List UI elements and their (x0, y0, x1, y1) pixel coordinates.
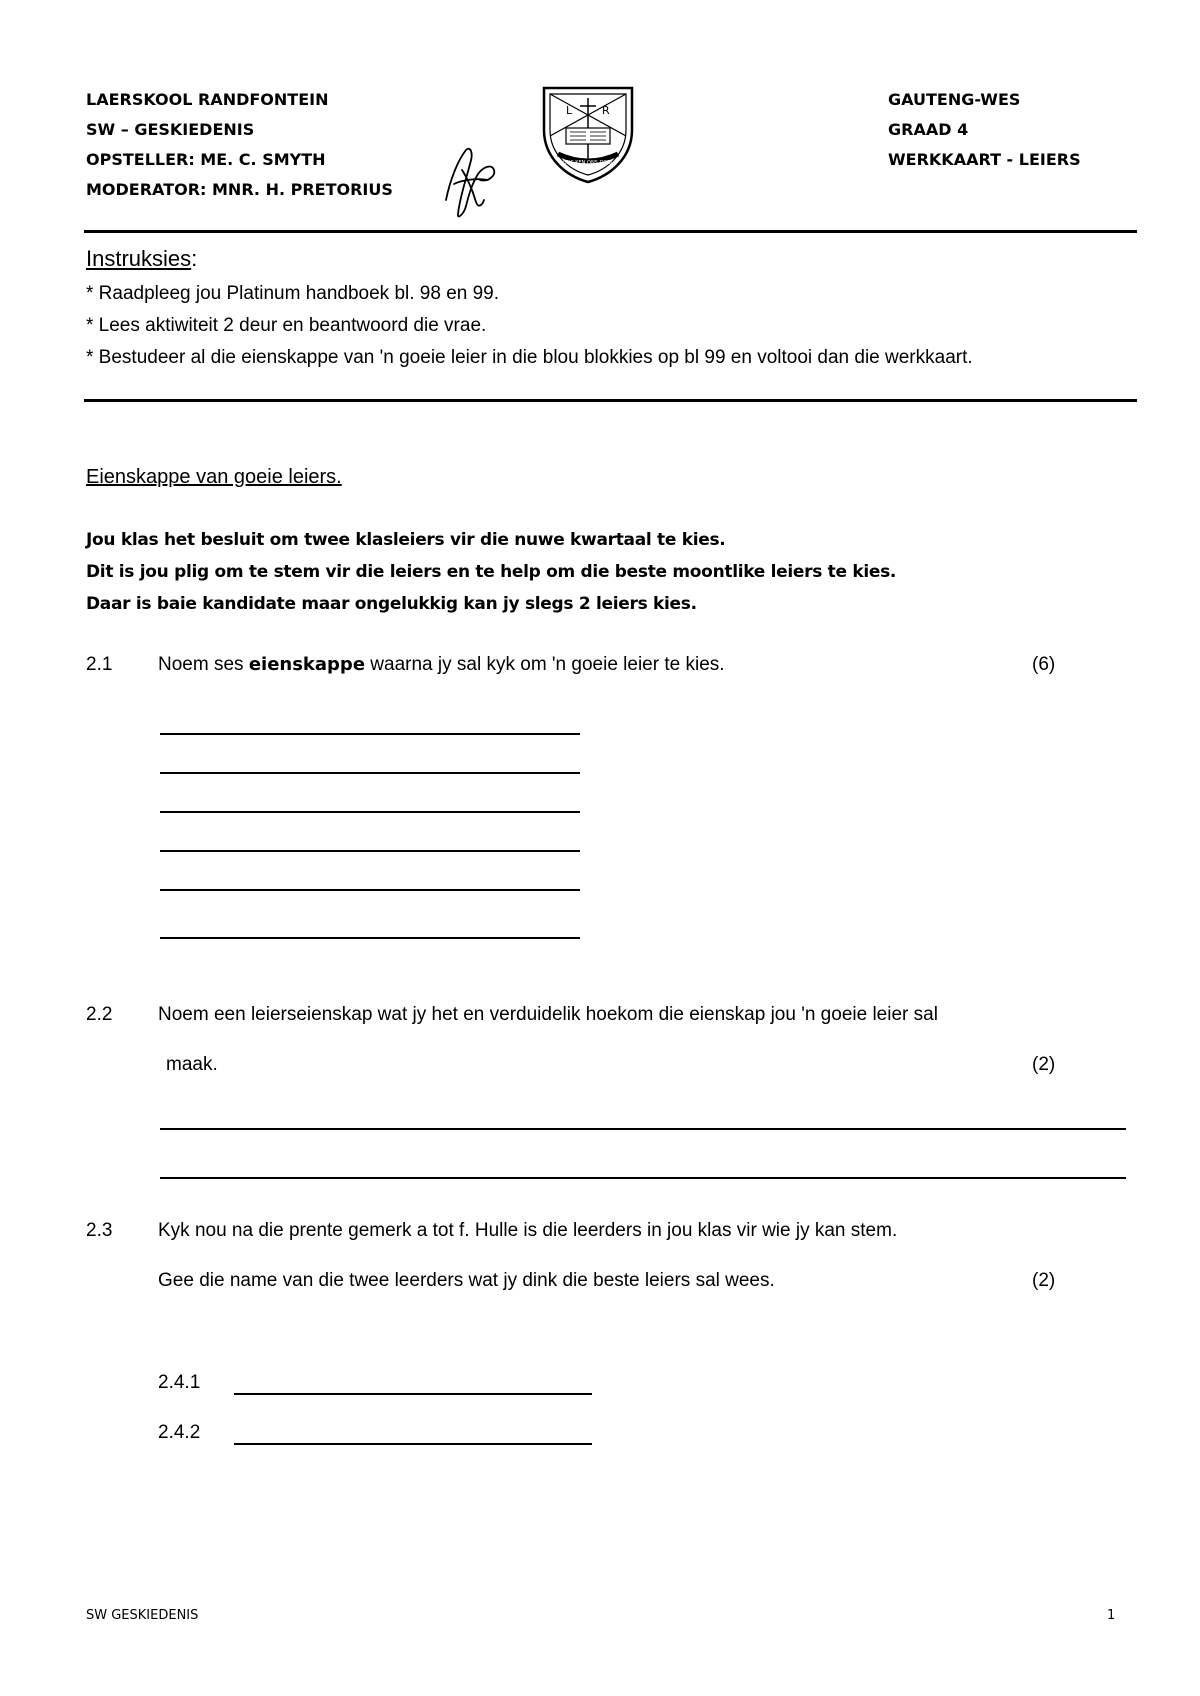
instruction-item: * Lees aktiwiteit 2 deur en beantwoord die vrae. (86, 315, 487, 336)
school-name: LAERSKOOL RANDFONTEIN (86, 90, 329, 109)
intro-line: Daar is baie kandidate maar ongelukkig kan jy slegs 2 leiers kies. (86, 594, 697, 614)
instruction-item: * Raadpleeg jou Platinum handboek bl. 98 en 99. (86, 283, 500, 304)
answer-line[interactable] (160, 937, 580, 939)
compiler: OPSTELLER: ME. C. SMYTH (86, 150, 326, 169)
answer-line[interactable] (234, 1393, 592, 1395)
sub-question-number: 2.4.1 (158, 1372, 201, 1393)
intro-line: Jou klas het besluit om twee klasleiers vir die nuwe kwartaal te kies. (86, 530, 726, 550)
q21-text-before: Noem ses (158, 654, 249, 675)
school-crest-logo (540, 84, 636, 186)
question-number: 2.2 (86, 1004, 113, 1025)
instructions-colon: : (191, 246, 198, 271)
worksheet-title: WERKKAART - LEIERS (888, 150, 1081, 169)
question-number: 2.3 (86, 1220, 113, 1241)
answer-line[interactable] (160, 811, 580, 813)
answer-line[interactable] (234, 1443, 592, 1445)
page-number: 1 (1107, 1608, 1116, 1623)
question-2-3-text-cont: Gee die name van die twee leerders wat jy dink die beste leiers sal wees. (158, 1270, 775, 1291)
crest-letter-r: R (602, 104, 610, 117)
moderator: MODERATOR: MNR. H. PRETORIUS (86, 180, 393, 199)
section-title: Eienskappe van goeie leiers. (86, 466, 342, 488)
question-2-1-text (158, 654, 725, 676)
header-divider (84, 230, 1137, 233)
question-2-3-text: Kyk nou na die prente gemerk a tot f. Hulle is die leerders in jou klas vir wie jy kan stem. (158, 1220, 898, 1241)
instruction-item: * Bestudeer al die eienskappe van 'n goeie leier in die blou blokkies op bl 99 en voltooi dan die werkkaart. (86, 347, 973, 368)
q21-text-after: waarna jy sal kyk om 'n goeie leier te kies. (365, 654, 725, 675)
footer-subject: SW GESKIEDENIS (86, 1608, 199, 1623)
answer-line[interactable] (160, 1128, 1126, 1130)
signature-image (436, 140, 500, 222)
question-number: 2.1 (86, 654, 113, 675)
question-2-2-text-cont: maak. (166, 1054, 218, 1075)
answer-line[interactable] (160, 889, 580, 891)
crest-motto: ONS KEN ONS DOEL (562, 160, 614, 166)
district: GAUTENG-WES (888, 90, 1021, 109)
marks: (2) (1032, 1270, 1056, 1291)
answer-line[interactable] (160, 733, 580, 735)
instructions-divider (84, 399, 1137, 402)
q21-bold-word: eienskappe (248, 654, 366, 675)
grade: GRAAD 4 (888, 120, 969, 139)
answer-line[interactable] (160, 772, 580, 774)
instructions-title: Instruksies (86, 246, 192, 271)
answer-line[interactable] (160, 850, 580, 852)
sub-question-number: 2.4.2 (158, 1422, 201, 1443)
marks: (6) (1032, 654, 1056, 675)
question-2-2-text: Noem een leierseienskap wat jy het en verduidelik hoekom die eienskap jou 'n goeie leier sal (158, 1004, 938, 1025)
instructions-heading (86, 246, 197, 272)
answer-line[interactable] (160, 1177, 1126, 1179)
intro-line: Dit is jou plig om te stem vir die leiers en te help om die beste moontlike leiers te kies. (86, 562, 897, 582)
crest-letter-l: L (566, 104, 573, 117)
subject: SW – GESKIEDENIS (86, 120, 255, 139)
marks: (2) (1032, 1054, 1056, 1075)
